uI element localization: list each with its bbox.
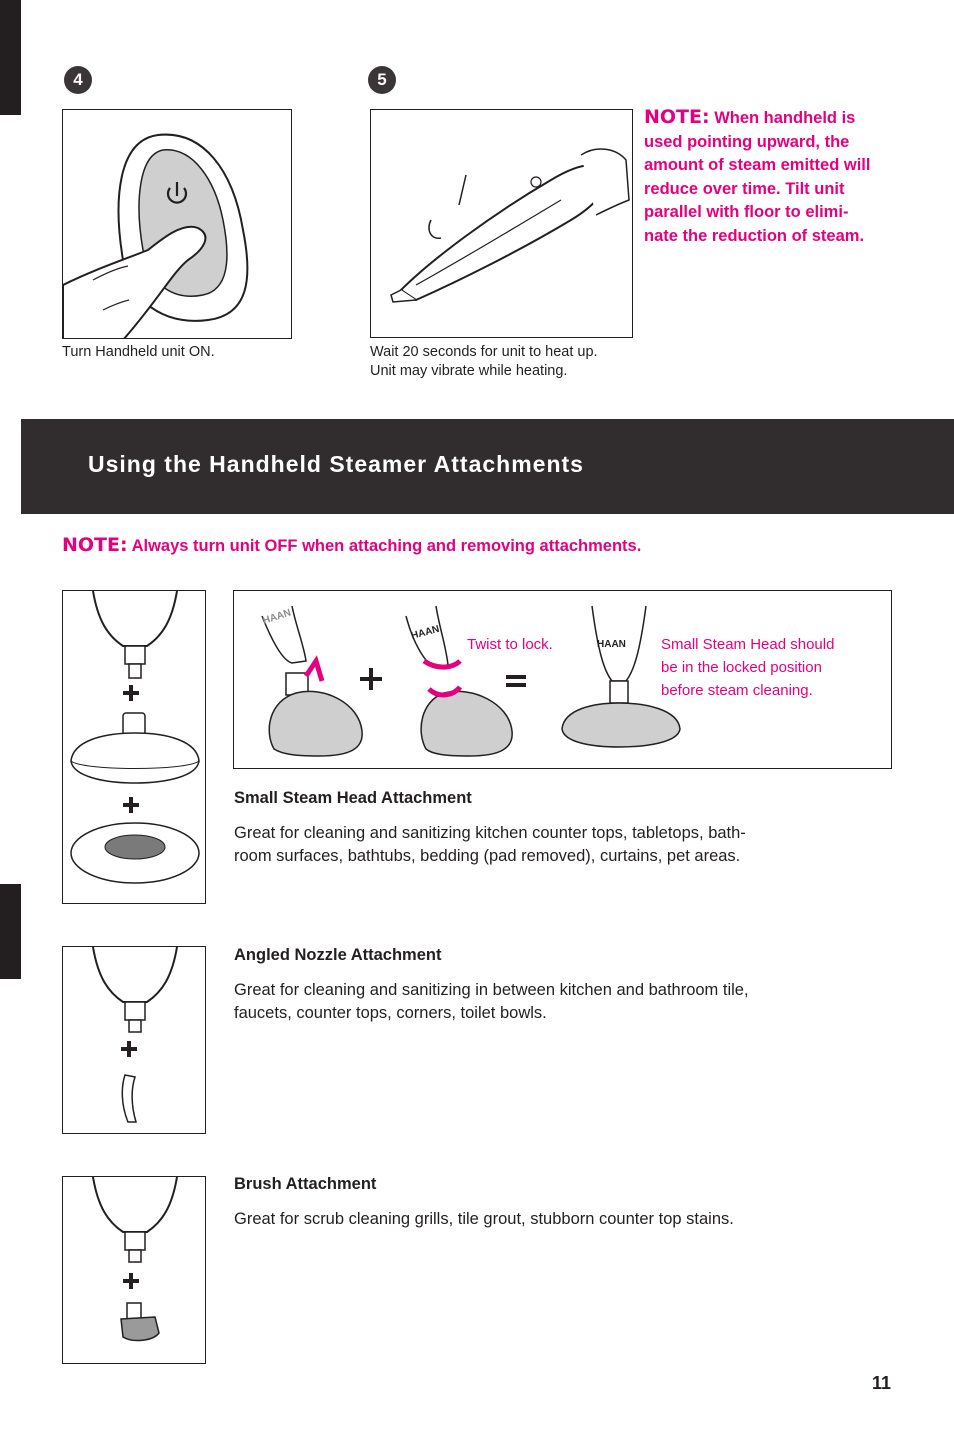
locked-line3: before steam cleaning. (661, 682, 813, 699)
twist-label: Twist to lock. (467, 636, 553, 653)
attach-note (62, 534, 641, 556)
brush-title: Brush Attachment (234, 1175, 377, 1193)
angled-nozzle-title: Angled Nozzle Attachment (234, 946, 442, 964)
plus-icon (123, 1273, 139, 1289)
locked-line1: Small Steam Head should (661, 636, 835, 653)
upward-note-line4: reduce over time. Tilt unit (644, 179, 845, 198)
upward-note-line6: nate the reduction of steam. (644, 226, 865, 245)
angled-nozzle-icon (122, 1075, 136, 1122)
small-steam-head-desc-line1: Great for cleaning and sanitizing kitchen counter tops, tabletops, bath- (234, 824, 746, 842)
brush-illustration (62, 1176, 206, 1364)
step-4-illustration (62, 109, 292, 339)
attach-note-text: Always turn unit OFF when attaching and removing attachments. (131, 537, 642, 555)
brand-label: HAAN (597, 639, 626, 650)
angled-nozzle-desc (234, 979, 874, 1025)
brand-label: HAAN (261, 607, 293, 627)
locked-line2: be in the locked position (661, 659, 822, 676)
power-button-illustration (63, 110, 292, 339)
plus-icon (123, 685, 139, 701)
handheld-heating-illustration (371, 110, 633, 338)
step-4-number: 4 (64, 66, 92, 94)
plus-icon (123, 797, 139, 813)
step-4-caption: Turn Handheld unit ON. (62, 344, 215, 360)
upward-note (644, 106, 924, 248)
plus-icon (121, 1041, 137, 1057)
angled-nozzle-desc-line1: Great for cleaning and sanitizing in between kitchen and bathroom tile, (234, 981, 749, 999)
small-steam-head-illustration (62, 590, 206, 904)
section-title: Using the Handheld Steamer Attachments (88, 451, 584, 477)
upward-note-line2: used pointing upward, the (644, 132, 850, 151)
side-tab-top (0, 0, 21, 115)
equals-icon (506, 675, 526, 687)
page-number: 11 (872, 1373, 892, 1393)
twist-arrow-icon-lower (429, 687, 460, 695)
step-5-caption-line2: Unit may vibrate while heating. (370, 363, 568, 379)
upward-note-line1: When handheld is (714, 109, 856, 127)
angled-nozzle-desc-line2: faucets, counter tops, corners, toilet bowls. (234, 1004, 547, 1022)
angled-nozzle-illustration (62, 946, 206, 1134)
upward-note-line5: parallel with floor to elimi- (644, 203, 849, 221)
plus-icon (360, 668, 382, 690)
brush-desc-line1: Great for scrub cleaning grills, tile grout, stubborn counter top stains. (234, 1210, 734, 1228)
small-steam-head-desc-line2: room surfaces, bathtubs, bedding (pad removed), curtains, pet areas. (234, 847, 741, 865)
small-steam-head-title: Small Steam Head Attachment (234, 789, 472, 807)
upward-note-label: NOTE: (644, 106, 710, 128)
attach-note-label: NOTE: (62, 534, 128, 556)
step-5-caption-line1: Wait 20 seconds for unit to heat up. (370, 344, 598, 360)
brush-icon (121, 1317, 159, 1340)
upward-note-line3: amount of steam emitted will (644, 156, 871, 174)
section-banner (21, 419, 954, 514)
step-5-number: 5 (368, 66, 396, 94)
side-tab-middle (0, 884, 21, 979)
small-steam-head-desc (234, 822, 874, 868)
step-5-illustration (370, 109, 633, 338)
locking-diagram (233, 590, 892, 769)
brand-label: HAAN (409, 623, 441, 642)
brush-desc (234, 1208, 874, 1231)
